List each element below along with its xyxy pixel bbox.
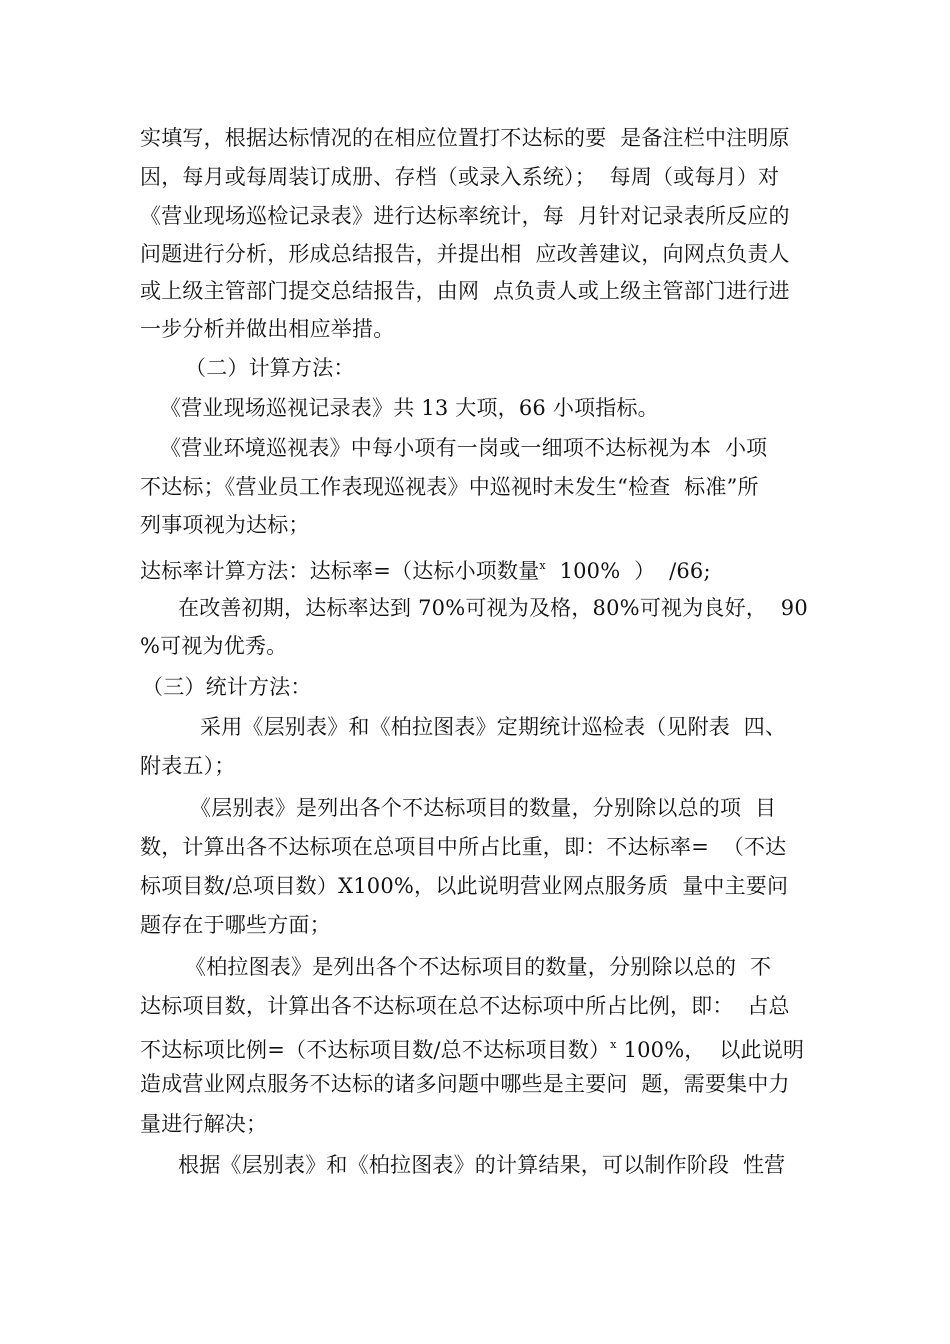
paragraph-line: 一步分析并做出相应举措。 <box>140 317 395 341</box>
formula-text: 达标率计算方法：达标率=（达标小项数量 <box>140 559 540 583</box>
paragraph-line: 数，计算出各不达标项在总项目中所占比重，即：不达标率= （不达 <box>140 835 787 859</box>
formula-line <box>140 1031 804 1064</box>
paragraph-line: 《营业现场巡视记录表》共 13 大项，66 小项指标。 <box>160 396 659 420</box>
paragraph-line: 不达标；《营业员工作表现巡视表》中巡视时未发生“检查 标准”所 <box>140 475 759 499</box>
formula-line <box>140 552 711 585</box>
paragraph-line: 或上级主管部门提交总结报告，由网 点负责人或上级主管部门进行进 <box>140 279 790 303</box>
paragraph-line: 在改善初期，达标率达到 70%可视为及格，80%可视为良好， 90 <box>178 596 808 620</box>
paragraph-line: 造成营业网点服务不达标的诸多问题中哪些是主要问 题，需要集中力 <box>140 1072 790 1096</box>
multiply-sign: x <box>539 559 546 572</box>
paragraph-line: %可视为优秀。 <box>140 634 288 658</box>
paragraph-line: 附表五）； <box>140 754 236 778</box>
paragraph-line: 《营业现场巡检记录表》进行达标率统计，每 月针对记录表所反应的 <box>140 204 790 228</box>
formula-text: 不达标项比例=（不达标项目数/总不达标项目数） <box>140 1038 611 1062</box>
paragraph-line: 问题进行分析，形成总结报告，并提出相 应改善建议，向网点负责人 <box>140 242 790 266</box>
paragraph-line: 实填写，根据达标情况的在相应位置打不达标的要 是备注栏中注明原 <box>140 126 790 150</box>
formula-tail: 100%， 以此说明 <box>616 1038 805 1062</box>
paragraph-line: 《层别表》是列出各个不达标项目的数量，分别除以总的项 目 <box>190 796 777 820</box>
multiply-sign: x <box>610 1038 617 1051</box>
paragraph-line: 根据《层别表》和《柏拉图表》的计算结果，可以制作阶段 性营 <box>178 1153 786 1177</box>
paragraph-line: 列事项视为达标； <box>140 513 310 537</box>
paragraph-line: 标项目数/总项目数）X100%，以此说明营业网点服务质 量中主要问 <box>140 874 789 898</box>
paragraph-line: 《营业环境巡视表》中每小项有一岗或一细项不达标视为本 小项 <box>160 436 768 460</box>
paragraph-line: 因，每月或每周装订成册、存档（或录入系统）； 每周（或每月）对 <box>140 165 780 189</box>
formula-tail: 100% ） /66; <box>545 559 711 583</box>
paragraph-line: 题存在于哪些方面； <box>140 913 331 937</box>
paragraph-line: 量进行解决； <box>140 1112 268 1136</box>
paragraph-line: 采用《层别表》和《柏拉图表》定期统计巡检表（见附表 四、 <box>200 715 787 739</box>
paragraph-line: 《柏拉图表》是列出各个不达标项目的数量，分别除以总的 不 <box>185 955 772 979</box>
section-heading-calculation: （二）计算方法： <box>185 356 355 380</box>
section-heading-statistics: （三）统计方法： <box>142 675 312 699</box>
paragraph-line: 达标项目数，计算出各不达标项在总不达标项中所占比例，即： 占总 <box>140 994 790 1018</box>
